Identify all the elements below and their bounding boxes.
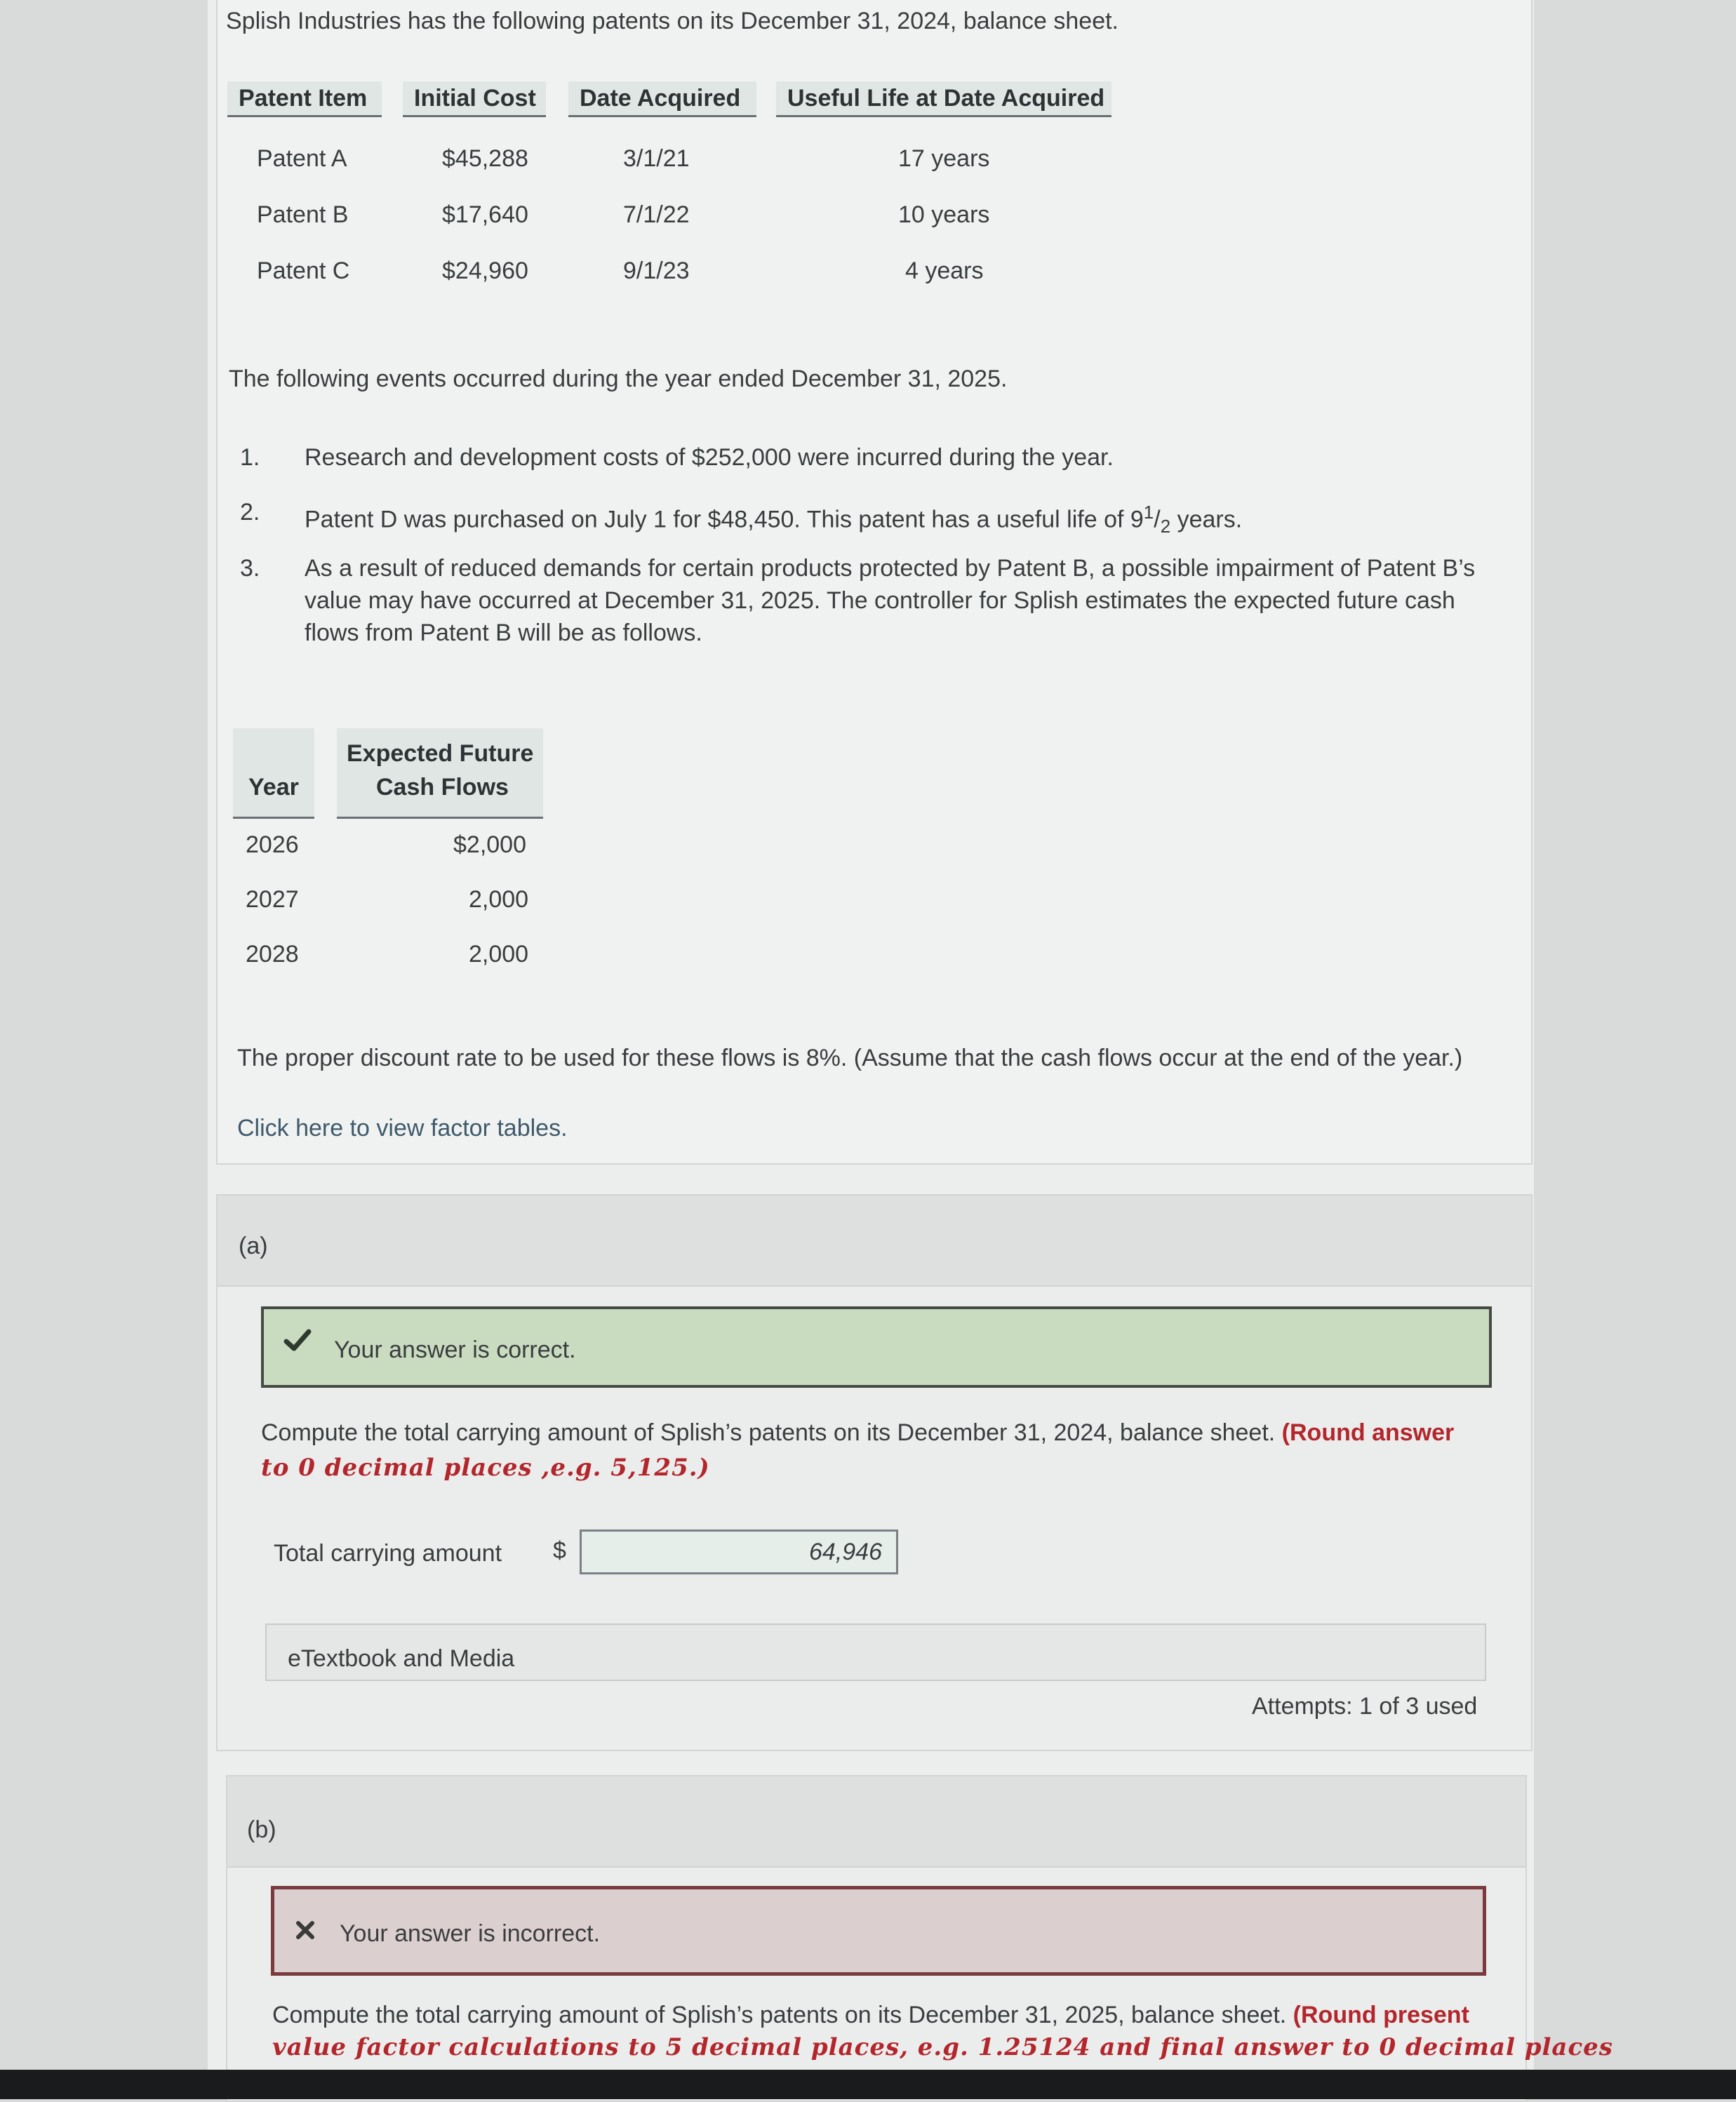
table-cell: Patent A (257, 145, 347, 172)
table-header: Date Acquired (568, 81, 756, 117)
table-header: Useful Life at Date Acquired (776, 81, 1111, 117)
list-item (305, 495, 1242, 543)
question-a-text: Compute the total carrying amount of Splish’s patents on its December 31, 2024, balance sheet. (261, 1419, 1276, 1446)
fraction-numerator: 1 (1143, 502, 1154, 523)
list-number: 2. (240, 499, 260, 526)
table-cell: 2028 (246, 941, 299, 968)
table-cell: Patent C (257, 257, 350, 284)
list-item-line: value may have occurred at December 31, 2025. The controller for Splish estimates the expected future cash (305, 587, 1455, 614)
incorrect-status-text: Your answer is incorrect. (340, 1920, 601, 1947)
checkmark-icon (283, 1326, 312, 1354)
part-a-header (218, 1196, 1531, 1287)
table-header: Year (248, 774, 299, 801)
table-cell: 3/1/21 (623, 145, 690, 172)
rounding-instruction: to 0 decimal places ,e.g. 5,125.) (261, 1454, 710, 1482)
table-header: Expected Future (347, 740, 534, 767)
list-item-line: flows from Patent B will be as follows. (305, 620, 702, 646)
rounding-instruction: (Round answer (1281, 1419, 1455, 1446)
factor-tables-link[interactable]: Click here to view factor tables. (237, 1115, 568, 1142)
table-cell: 4 years (905, 257, 984, 284)
table-header: Cash Flows (376, 774, 509, 801)
table-cell: Patent B (257, 201, 349, 228)
rounding-instruction: (Round present (1293, 2002, 1469, 2028)
question-b-text: Compute the total carrying amount of Splish’s patents on its December 31, 2025, balance sheet. (272, 2002, 1287, 2028)
part-b-header (227, 1776, 1525, 1868)
table-header: Patent Item (227, 81, 382, 117)
list-item-text: Patent D was purchased on July 1 for $48,450. This patent has a useful life of 9 (305, 506, 1144, 533)
discount-note: The proper discount rate to be used for these flows is 8%. (Assume that the cash flows occur at the end of the year.) (237, 1045, 1463, 1071)
table-cell: 2,000 (469, 886, 529, 913)
table-cell: $24,960 (442, 257, 528, 284)
table-cell: 2026 (246, 831, 299, 858)
table-cell: 2,000 (469, 941, 529, 968)
total-carrying-amount-label: Total carrying amount (274, 1540, 502, 1567)
attempts-counter: Attempts: 1 of 3 used (1252, 1693, 1478, 1720)
fraction-slash: / (1154, 506, 1161, 533)
table-cell: 7/1/22 (623, 201, 690, 228)
table-cell: 9/1/23 (623, 257, 690, 284)
total-carrying-amount-input[interactable]: 64,946 (580, 1529, 898, 1574)
list-number: 3. (240, 555, 260, 582)
currency-symbol: $ (553, 1537, 566, 1564)
list-item-text: years. (1170, 506, 1243, 533)
part-b-label: (b) (247, 1816, 276, 1843)
table-cell: 10 years (898, 201, 990, 228)
bottom-dark-edge (0, 2070, 1736, 2099)
table-cell: 2027 (246, 886, 299, 913)
etextbook-media-label: eTextbook and Media (288, 1645, 515, 1672)
table-cell: $17,640 (442, 201, 528, 228)
part-a-label: (a) (239, 1233, 268, 1259)
x-mark-icon (295, 1920, 316, 1941)
question-b (272, 1998, 1469, 2032)
list-item-line: As a result of reduced demands for certain products protected by Patent B, a possible impairment of Patent B’s (305, 555, 1476, 582)
rounding-instruction: value factor calculations to 5 decimal places, e.g. 1.25124 and final answer to 0 decimal places (272, 2033, 1613, 2061)
table-header: Initial Cost (403, 81, 546, 117)
table-cell: 17 years (898, 145, 990, 172)
events-intro: The following events occurred during the year ended December 31, 2025. (229, 366, 1008, 392)
intro-text: Splish Industries has the following patents on its December 31, 2024, balance sheet. (226, 8, 1119, 34)
list-number: 1. (240, 444, 260, 471)
table-cell: $2,000 (453, 831, 526, 858)
list-item: Research and development costs of $252,000 were incurred during the year. (305, 444, 1114, 471)
table-cell: $45,288 (442, 145, 528, 172)
question-a (261, 1416, 1454, 1450)
fraction-denominator: 2 (1160, 516, 1171, 537)
correct-status-text: Your answer is correct. (334, 1337, 576, 1363)
